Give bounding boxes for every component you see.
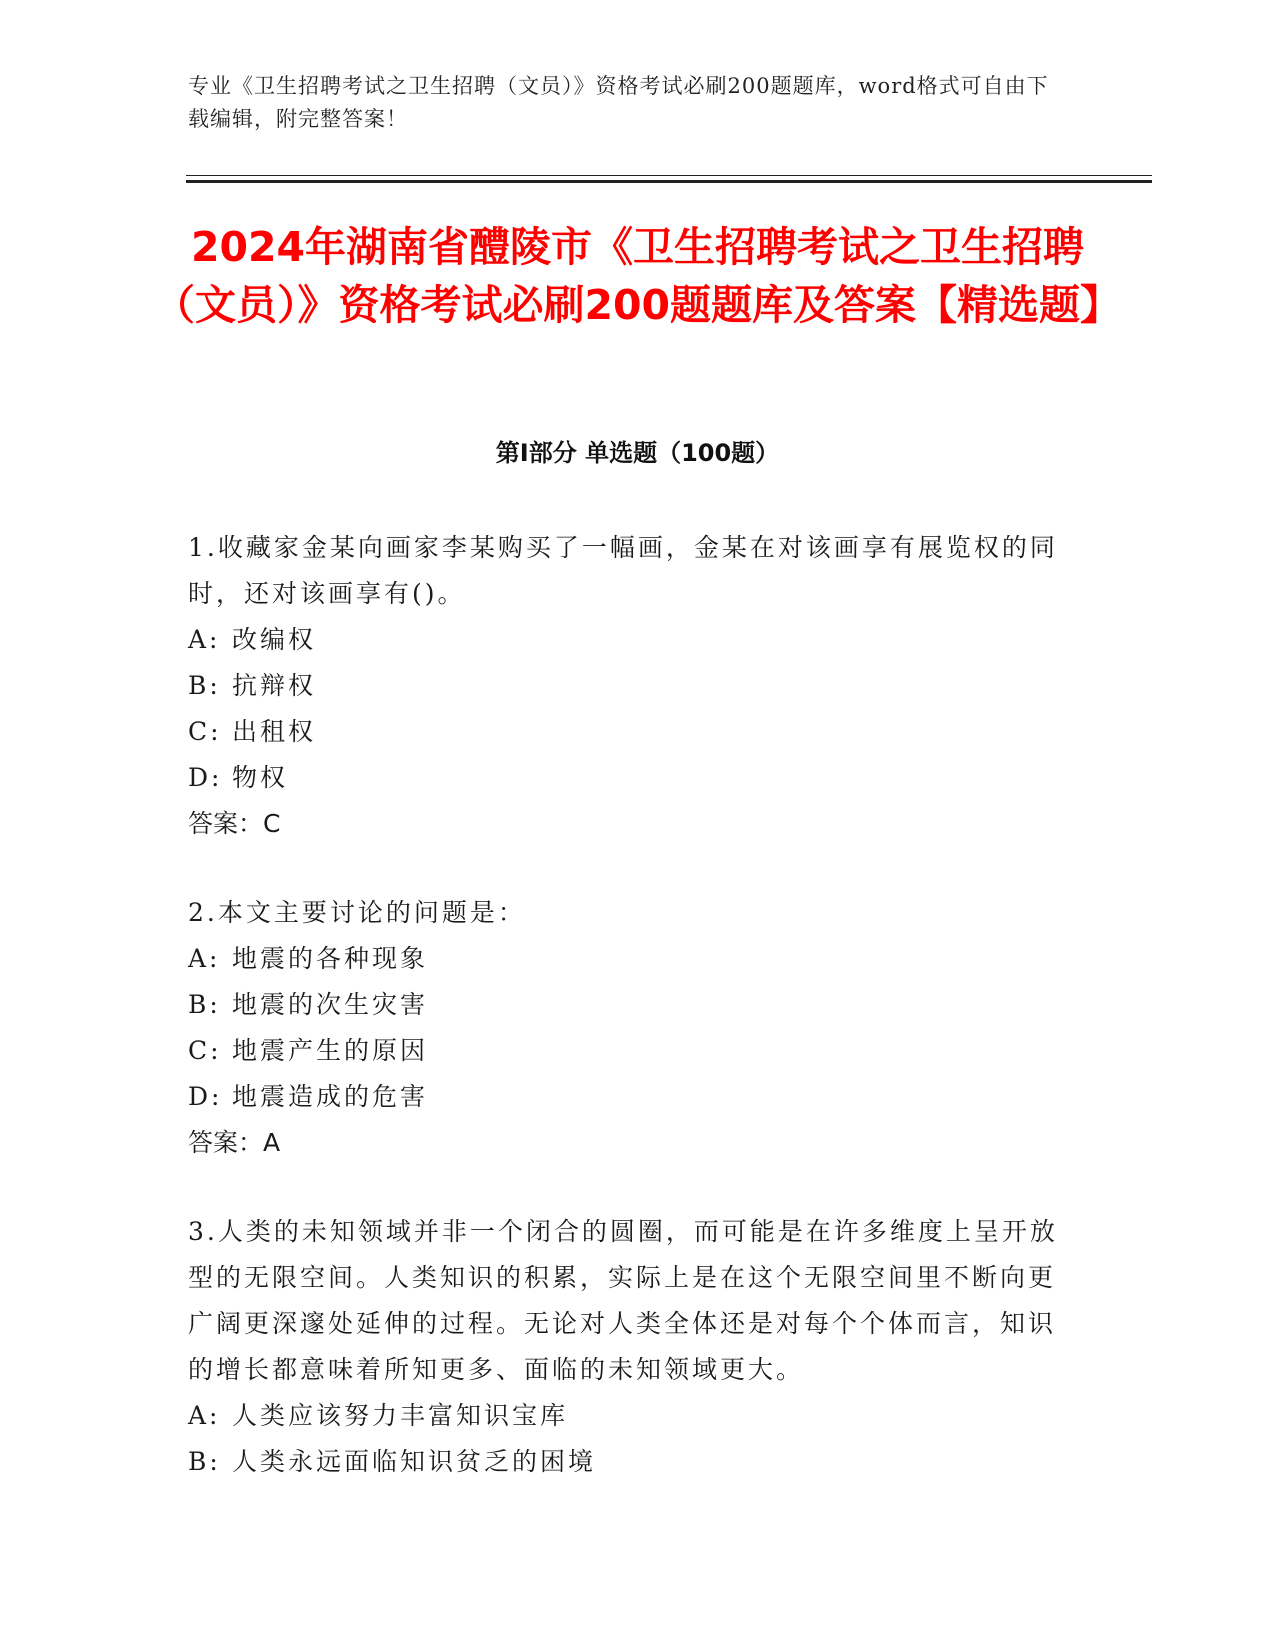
question-3 (188, 1209, 1068, 1485)
option-text: 人类永远面临知识贫乏的困境 (232, 1447, 597, 1476)
section-title: 第Ⅰ部分 单选题（100题） (495, 439, 780, 467)
answer: 答案：C (188, 809, 281, 838)
question-stem: 1.收藏家金某向画家李某购买了一幅画，金某在对该画享有展览权的同时，还对该画享有()。 (188, 533, 1058, 608)
option-d (188, 1074, 1068, 1120)
option-key: D: (188, 1082, 223, 1111)
option-key: C: (188, 717, 222, 746)
option-a (188, 617, 1068, 663)
option-text: 改编权 (232, 625, 317, 654)
option-d (188, 755, 1068, 801)
option-text: 地震产生的原因 (232, 1036, 429, 1065)
header-rule-thick (186, 180, 1152, 183)
option-key: A: (188, 1401, 221, 1430)
option-key: B: (188, 671, 221, 700)
option-text: 地震的次生灾害 (232, 990, 429, 1019)
option-text: 抗辩权 (232, 671, 317, 700)
question-stem: 3.人类的未知领域并非一个闭合的圆圈，而可能是在许多维度上呈开放型的无限空间。人类知识的积累，实际上是在这个无限空间里不断向更广阔更深邃处延伸的过程。无论对人类全体还是对每个个体而言，知识的增长都意味着所知更多、面临的未知领域更大。 (188, 1217, 1058, 1384)
option-key: D: (188, 763, 223, 792)
question-1 (188, 525, 1068, 847)
option-b (188, 982, 1068, 1028)
document-title: 2024年湖南省醴陵市《卫生招聘考试之卫生招聘（文员）》资格考试必刷200题题库及答案【精选题】 (153, 223, 1122, 329)
option-key: B: (188, 1447, 221, 1476)
option-key: A: (188, 944, 221, 973)
question-2 (188, 890, 1068, 1166)
option-key: B: (188, 990, 221, 1019)
option-b (188, 663, 1068, 709)
question-list (188, 525, 1068, 1528)
option-text: 出租权 (232, 717, 317, 746)
option-a (188, 936, 1068, 982)
option-a (188, 1393, 1068, 1439)
option-text: 人类应该努力丰富知识宝库 (232, 1401, 569, 1430)
option-text: 物权 (232, 763, 289, 792)
header-rule-thin (186, 175, 1152, 176)
option-text: 地震造成的危害 (232, 1082, 429, 1111)
option-b (188, 1439, 1068, 1485)
option-key: A: (188, 625, 221, 654)
option-c (188, 1028, 1068, 1074)
option-key: C: (188, 1036, 222, 1065)
header-note: 专业《卫生招聘考试之卫生招聘（文员）》资格考试必刷200题题库，word格式可自由下载编辑，附完整答案！ (188, 74, 1049, 131)
answer: 答案：A (188, 1128, 281, 1157)
question-stem: 2.本文主要讨论的问题是： (188, 898, 526, 927)
option-text: 地震的各种现象 (232, 944, 429, 973)
option-c (188, 709, 1068, 755)
